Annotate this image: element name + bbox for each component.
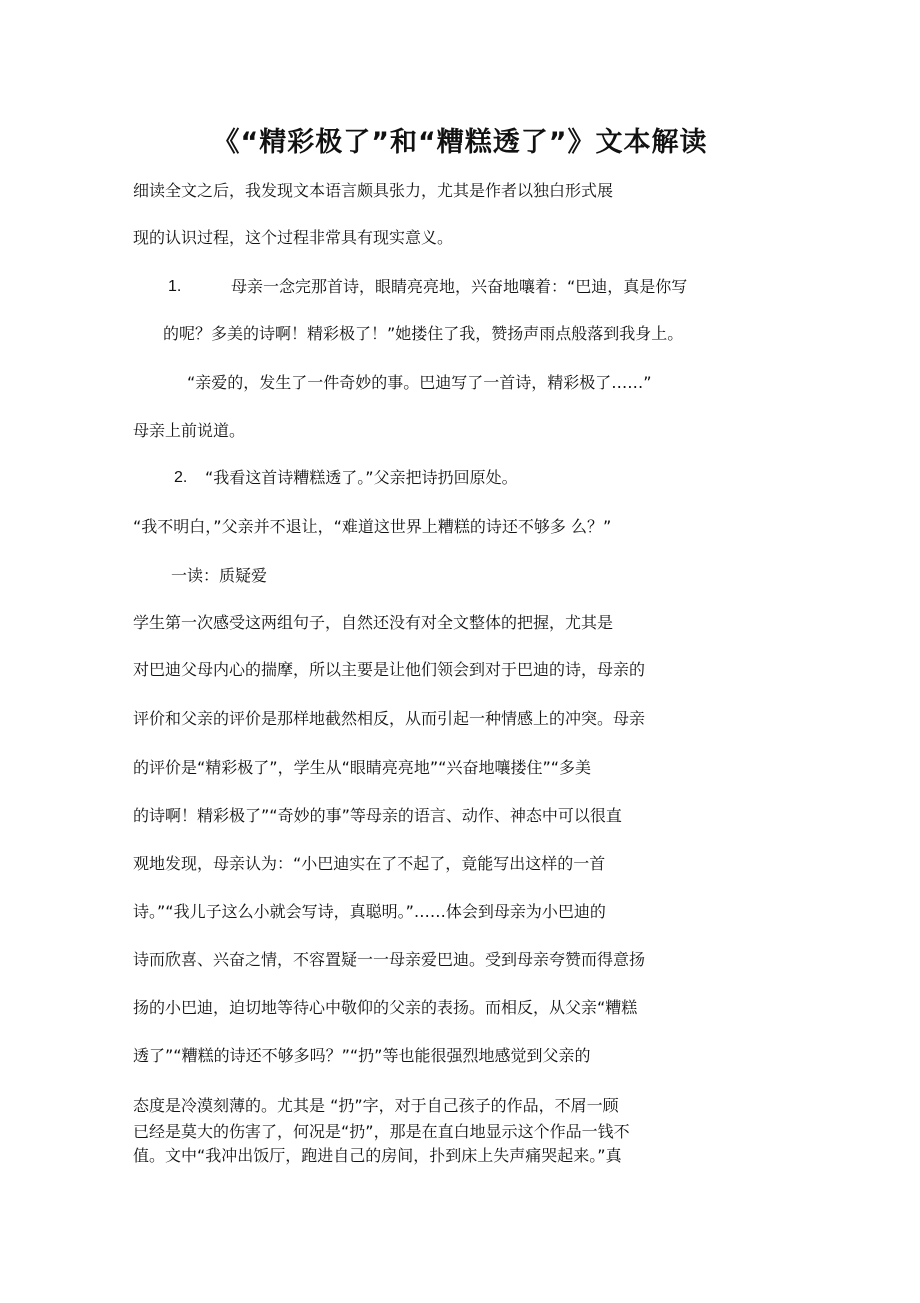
body-line: 值。文中“我冲出饭厅，跑进自己的房间，扑到床上失声痛哭起来。”真: [133, 1146, 622, 1165]
quote-2: “我不明白，”父亲并不退让，“难道这世界上糟糕的诗还不够多 么？”: [133, 517, 612, 536]
body-line: 已经是莫大的伤害了，何况是“扔”，那是在直白地显示这个作品一钱不: [133, 1122, 630, 1141]
section-heading: 一读：质疑爱: [171, 566, 268, 585]
item-1-number: 1.: [168, 278, 182, 295]
item-2-text: “我看这首诗糟糕透了。”父亲把诗扔回原处。: [205, 468, 518, 487]
body-line: 诗而欣喜、兴奋之情，不容置疑一一母亲爱巴迪。受到母亲夸赞而得意扬: [133, 950, 646, 969]
quote-1-line-2: 母亲上前说道。: [133, 421, 246, 440]
body-line: 透了”“糟糕的诗还不够多吗？”“扔”等也能很强烈地感觉到父亲的: [133, 1046, 591, 1065]
body-line: 的评价是“精彩极了”，学生从“眼睛亮亮地”“兴奋地嚷搂住”“多美: [133, 758, 592, 777]
body-line: 态度是冷漠刻薄的。尤其是 “扔”字，对于自己孩子的作品，不屑一顾: [133, 1096, 619, 1115]
quote-1-line-1: “亲爱的，发生了一件奇妙的事。巴迪写了一首诗，精彩极了……”: [187, 373, 652, 392]
item-2-number: 2.: [174, 469, 188, 486]
body-line: 扬的小巴迪，迫切地等待心中敬仰的父亲的表扬。而相反，从父亲“糟糕: [133, 998, 638, 1017]
intro-line-1: 细读全文之后，我发现文本语言颇具张力，尤其是作者以独白形式展: [133, 181, 614, 200]
intro-line-2: 现的认识过程，这个过程非常具有现实意义。: [133, 228, 454, 247]
body-line: 评价和父亲的评价是那样地截然相反，从而引起一种情感上的冲突。母亲: [133, 709, 646, 728]
item-1-line-1: 母亲一念完那首诗，眼睛亮亮地，兴奋地嚷着：“巴迪，真是你写: [231, 277, 688, 296]
body-line: 诗。”“我儿子这么小就会写诗，真聪明。”……体会到母亲为小巴迪的: [133, 902, 606, 921]
item-1-line-2: 的呢？多美的诗啊！精彩极了！”她搂住了我，赞扬声雨点般落到我身上。: [163, 324, 684, 343]
document-title: 《“精彩极了”和“糟糕透了”》文本解读: [212, 127, 708, 158]
body-line: 对巴迪父母内心的揣摩，所以主要是让他们领会到对于巴迪的诗，母亲的: [133, 660, 646, 679]
body-line: 观地发现，母亲认为：“小巴迪实在了不起了，竟能写出这样的一首: [133, 854, 606, 873]
body-line: 学生第一次感受这两组句子，自然还没有对全文整体的把握，尤其是: [133, 613, 614, 632]
body-line: 的诗啊！精彩极了”“奇妙的事”等母亲的语言、动作、神态中可以很直: [133, 806, 622, 825]
